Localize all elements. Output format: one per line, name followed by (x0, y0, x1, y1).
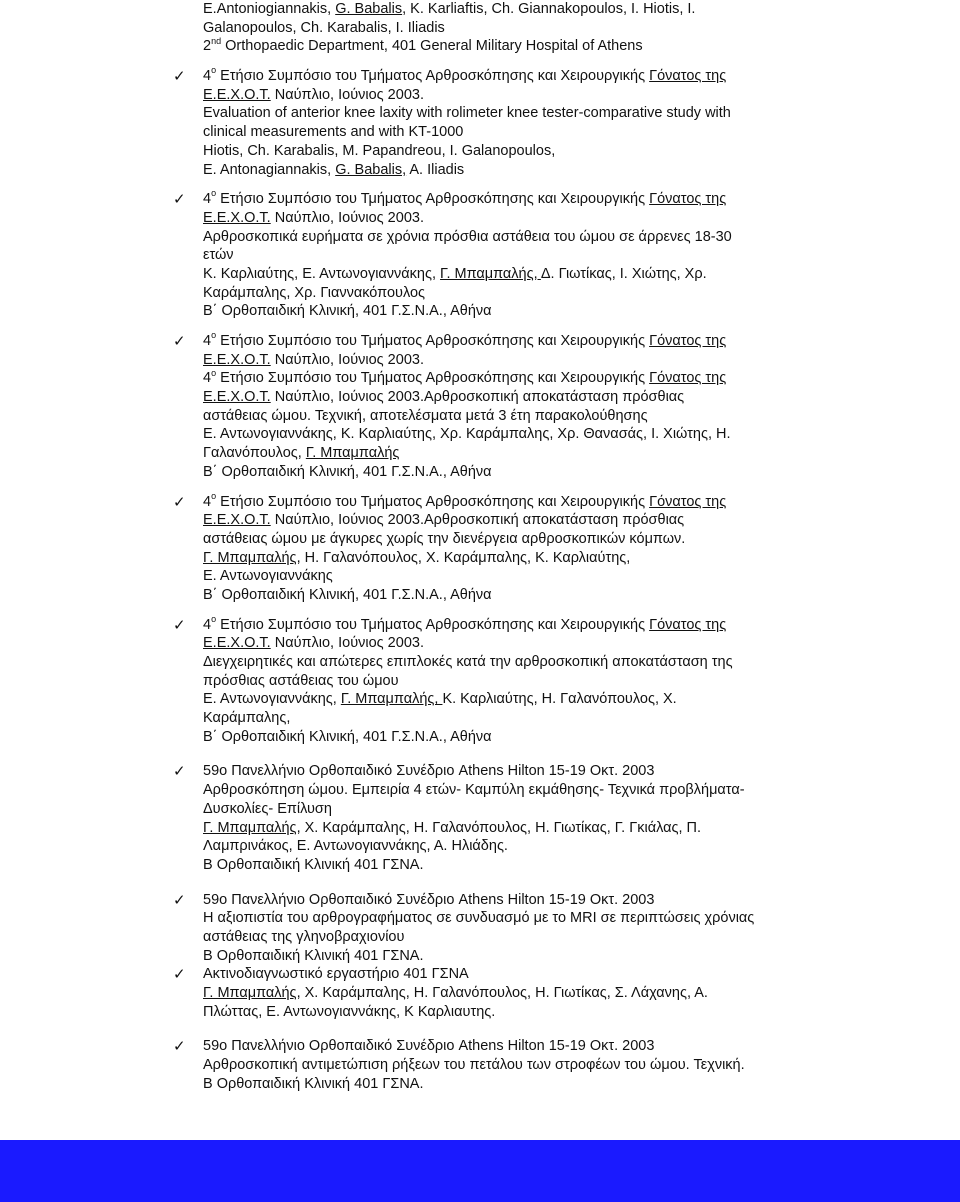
conf-num: 4 (203, 370, 212, 387)
conf-underlined: Γόνατος της (649, 68, 727, 85)
conf-location: Ναύπλιο, Ιούνιος 2003. (270, 351, 424, 368)
authors-text: , K. Karliaftis, Ch. Giannakopoulos, I. Hiotis, I. (402, 1, 696, 17)
conf-location: Ναύπλιο, Ιούνιος 2003. (270, 209, 424, 226)
checkmark-icon: ✓ (173, 67, 186, 86)
conf-text: Ετήσιο Συμπόσιο του Τμήματος Αρθροσκόπησης και Χειρουργικής (216, 191, 650, 208)
dept-text: Β΄ Ορθοπαιδική Κλινική, 401 Γ.Σ.Ν.Α., Αθήνα (203, 303, 492, 320)
author-underlined: Γ. Μπαμπαλής (305, 445, 400, 462)
checkmark-icon: ✓ (173, 890, 186, 909)
conf-underlined: Γόνατος της (649, 191, 727, 208)
entry-8 (173, 965, 813, 1021)
paper-title: Αρθροσκοπική αποκατάσταση πρόσθιας (423, 512, 685, 529)
ordinal-sup: ο (211, 65, 217, 76)
authors-text: E. Antonagiannakis, (203, 161, 336, 178)
paper-title: αστάθειας ώμου. Τεχνική, αποτελέσματα μετά 3 έτη παρακολούθησης (203, 407, 648, 424)
authors-text: Καράμπαλης, (203, 710, 291, 727)
conf-text: Ετήσιο Συμπόσιο του Τμήματος Αρθροσκόπησης και Χειρουργικής (216, 333, 650, 349)
conf-text: 59ο Πανελλήνιο Ορθοπαιδικό Συνέδριο Athens Hilton 15-19 Οκτ. 2003 (203, 891, 655, 908)
conf-abbr: Ε.Ε.Χ.Ο.Τ. (203, 209, 271, 226)
authors-text: E.Antoniogiannakis, (203, 1, 336, 17)
checkmark-icon: ✓ (173, 332, 186, 350)
ordinal-sup: ο (211, 367, 217, 378)
conf-text: Ετήσιο Συμπόσιο του Τμήματος Αρθροσκόπησης και Χειρουργικής (216, 68, 650, 85)
conf-text: Ετήσιο Συμπόσιο του Τμήματος Αρθροσκόπησης και Χειρουργικής (216, 616, 650, 633)
dept-text: Β΄ Ορθοπαιδική Κλινική, 401 Γ.Σ.Ν.Α., Αθήνα (203, 463, 492, 480)
authors-text: Γαλανόπουλος, (203, 445, 306, 462)
paper-title: ετών (203, 247, 234, 264)
conf-abbr: Ε.Ε.Χ.Ο.Τ. (203, 351, 271, 368)
conf-location: Ναύπλιο, Ιούνιος 2003. (270, 389, 424, 406)
authors-text: Καράμπαλης, Χρ. Γιαννακόπουλος (203, 284, 426, 301)
paper-title: Αρθροσκοπική αντιμετώπιση ρήξεων του πετάλου των στροφέων του ώμου. Τεχνική. (203, 1057, 745, 1074)
paper-title: αστάθειας της γληνοβραχιονίου (203, 928, 405, 945)
author-underlined: G. Babalis, (335, 161, 407, 178)
paper-title: Η αξιοπιστία του αρθρογραφήματος σε συνδυασμό με το MRI σε περιπτώσεις χρόνιας (203, 910, 755, 927)
dept-text: Β΄ Ορθοπαιδική Κλινική, 401 Γ.Σ.Ν.Α., Αθήνα (203, 728, 492, 745)
conf-num: 4 (203, 191, 212, 208)
conf-num: 4 (203, 493, 212, 510)
authors-text: Ε. Αντωνογιαννάκης, (203, 691, 341, 708)
author-underlined: Γ. Μπαμπαλής (203, 819, 297, 836)
conf-location: Ναύπλιο, Ιούνιος 2003. (270, 86, 424, 103)
entry-1 (173, 67, 813, 179)
conf-abbr: Ε.Ε.Χ.Ο.Τ. (203, 635, 271, 652)
conf-abbr: Ε.Ε.Χ.Ο.Τ. (203, 389, 271, 406)
entry-6 (173, 762, 813, 874)
paper-title: αστάθειας ώμου με άγκυρες χωρίς την διενέργεια αρθροσκοπικών κόμπων. (203, 530, 686, 547)
authors-text: A. Iliadis (406, 161, 465, 178)
conf-text: Ετήσιο Συμπόσιο του Τμήματος Αρθροσκόπησης και Χειρουργικής (216, 370, 650, 387)
document-body (173, 0, 813, 1093)
authors-text: , Χ. Καράμπαλης, Η. Γαλανόπουλος, Η. Γιωτίκας, Γ. Γκιάλας, Π. (296, 819, 702, 836)
paper-title: Αρθροσκοπική αποκατάσταση πρόσθιας (423, 389, 685, 406)
dept-text: Β Ορθοπαιδική Κλινική 401 ΓΣΝΑ. (203, 947, 424, 964)
paper-title: Evaluation of anterior knee laxity with rolimeter knee tester-comparative study with (203, 105, 731, 122)
author-underlined: G. Babalis (335, 1, 403, 17)
conf-num: 4 (203, 333, 212, 349)
entry-2 (173, 190, 813, 321)
authors-text: Κ. Καρλιαύτης, Η. Γαλανόπουλος, Χ. (442, 691, 677, 708)
authors-text: Δ. Γιωτίκας, Ι. Χιώτης, Χρ. (540, 265, 707, 282)
author-underlined: Γ. Μπαμπαλής (203, 549, 297, 566)
authors-text: , Χ. Καράμπαλης, Η. Γαλανόπουλος, Η. Γιωτίκας, Σ. Λάχανης, Α. (296, 985, 708, 1001)
entry-9 (173, 1037, 813, 1093)
conf-abbr: Ε.Ε.Χ.Ο.Τ. (203, 512, 271, 529)
checkmark-icon: ✓ (173, 965, 186, 984)
ordinal-sup: ο (211, 188, 217, 199)
paper-title: Δυσκολίες- Επίλυση (203, 800, 332, 817)
checkmark-icon: ✓ (173, 615, 186, 634)
conf-underlined: Γόνατος της (649, 333, 727, 349)
checkmark-icon: ✓ (173, 492, 186, 511)
dept-number: 2 (203, 38, 212, 55)
dept-text: Orthopaedic Department, 401 General Military Hospital of Athens (221, 38, 643, 55)
conf-underlined: Γόνατος της (649, 370, 727, 387)
authors-text: Κ. Καρλιαύτης, Ε. Αντωνογιαννάκης, (203, 265, 441, 282)
authors-text: Ε. Αντωνογιαννάκης (203, 568, 333, 585)
author-underlined: Γ. Μπαμπαλής (203, 985, 297, 1001)
authors-text: Hiotis, Ch. Karabalis, M. Papandreou, I. Galanopoulos, (203, 142, 556, 159)
conf-text: 59ο Πανελλήνιο Ορθοπαιδικό Συνέδριο Athens Hilton 15-19 Οκτ. 2003 (203, 763, 655, 780)
paper-title: πρόσθιας αστάθειας του ώμου (203, 672, 399, 689)
authors-text: , Η. Γαλανόπουλος, Χ. Καράμπαλης, Κ. Καρλιαύτης, (296, 549, 631, 566)
authors-text: Ε. Αντωνογιαννάκης, Κ. Καρλιαύτης, Χρ. Καράμπαλης, Χρ. Θανασάς, Ι. Χιώτης, Η. (203, 426, 731, 443)
authors-text: Πλώττας, Ε. Αντωνογιαννάκης, Κ Καρλιαυτης. (203, 1003, 496, 1020)
paper-title: clinical measurements and with KT-1000 (203, 124, 464, 141)
paper-title: Αρθροσκοπικά ευρήματα σε χρόνια πρόσθια αστάθεια του ώμου σε άρρενες 18-30 (203, 228, 732, 245)
entry-4 (173, 490, 813, 605)
conf-location: Ναύπλιο, Ιούνιος 2003. (270, 635, 424, 652)
paper-title: Διεγχειρητικές και απώτερες επιπλοκές κατά την αρθροσκοπική αποκατάσταση της (203, 654, 733, 670)
author-underlined: Γ. Μπαμπαλής, (440, 265, 541, 282)
conf-text: Ετήσιο Συμπόσιο του Τμήματος Αρθροσκόπησης και Χειρουργικής (216, 493, 650, 510)
conf-location: Ναύπλιο, Ιούνιος 2003. (270, 512, 424, 529)
entry-top (173, 0, 813, 56)
footer-bar (0, 1140, 960, 1202)
conf-num: 4 (203, 68, 212, 85)
dept-text: Ακτινοδιαγνωστικό εργαστήριο 401 ΓΣΝΑ (203, 966, 469, 983)
dept-text: Β΄ Ορθοπαιδική Κλινική, 401 Γ.Σ.Ν.Α., Αθήνα (203, 586, 492, 603)
conf-underlined: Γόνατος της (649, 616, 727, 633)
authors-text: Galanopoulos, Ch. Karabalis, I. Iliadis (203, 19, 445, 36)
authors-text: Λαμπρινάκος, Ε. Αντωνογιαννάκης, Α. Ηλιάδης. (203, 838, 508, 855)
entry-3 (173, 332, 813, 482)
checkmark-icon: ✓ (173, 762, 186, 781)
entry-5 (173, 613, 813, 747)
entry-7 (173, 891, 813, 966)
conf-abbr: Ε.Ε.Χ.Ο.Τ. (203, 86, 271, 103)
conf-num: 4 (203, 616, 212, 633)
ordinal-sup: ο (211, 613, 217, 624)
checkmark-icon: ✓ (173, 190, 186, 209)
conf-text: 59ο Πανελλήνιο Ορθοπαιδικό Συνέδριο Athens Hilton 15-19 Οκτ. 2003 (203, 1038, 655, 1055)
ordinal-sup: nd (211, 35, 222, 46)
conf-underlined: Γόνατος της (649, 493, 727, 510)
ordinal-sup: ο (211, 330, 217, 341)
checkmark-icon: ✓ (173, 1037, 186, 1056)
paper-title: Αρθροσκόπηση ώμου. Εμπειρία 4 ετών- Καμπύλη εκμάθησης- Τεχνικά προβλήματα- (203, 782, 745, 799)
author-underlined: Γ. Μπαμπαλής, (340, 691, 443, 708)
ordinal-sup: ο (211, 490, 217, 501)
dept-text: Β Ορθοπαιδική Κλινική 401 ΓΣΝΑ. (203, 856, 424, 873)
dept-text: Β Ορθοπαιδική Κλινική 401 ΓΣΝΑ. (203, 1075, 424, 1092)
